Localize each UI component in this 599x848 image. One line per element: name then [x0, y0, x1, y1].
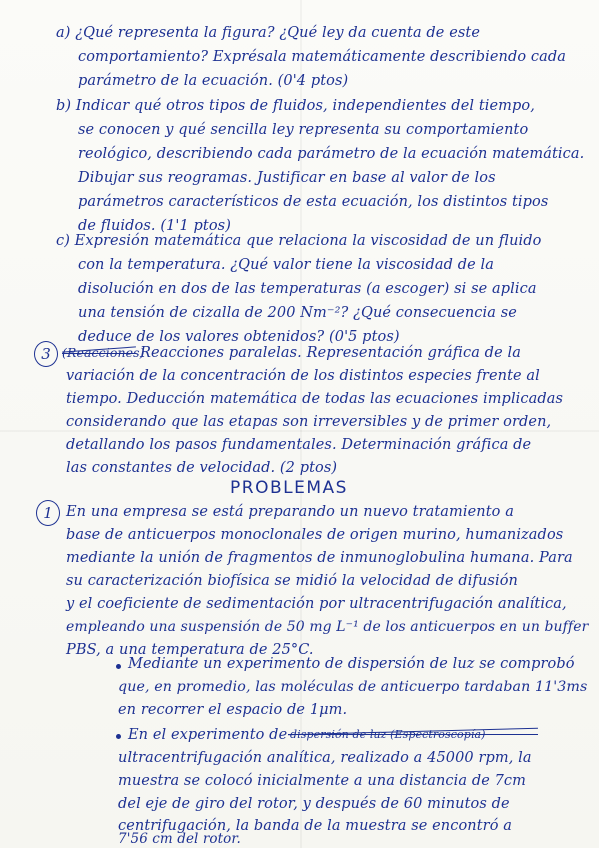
- question-b-line-1: b) Indicar qué otros tipos de fluidos, independientes del tiempo,: [56, 98, 535, 114]
- problem-1-line-7: PBS, a una temperatura de 25°C.: [66, 642, 314, 658]
- question-3-line-3: tiempo. Deducción matemática de todas las ecuaciones implicadas: [66, 391, 564, 407]
- problem-1-line-6: empleando una suspensión de 50 mg L⁻¹ de los anticuerpos en un buffer: [66, 619, 589, 635]
- bullet-2-line-2: ultracentrifugación analítica, realizado a 45000 rpm, la: [118, 750, 532, 766]
- question-c-line-1: c) Expresión matemática que relaciona la viscosidad de un fluido: [56, 233, 542, 249]
- bullet-2-line-1: En el experimento de: [128, 727, 288, 743]
- question-b-line-5: parámetros característicos de esta ecuación, los distintos tipos: [78, 194, 549, 210]
- bullet-2-line-6: 7'56 cm del rotor.: [118, 831, 241, 847]
- bullet-point: [116, 734, 121, 739]
- problem-1-number-circle: 1: [36, 500, 60, 526]
- bullet-point: [116, 664, 121, 669]
- question-3-crossed-word: (Reacciones): [62, 345, 145, 360]
- question-3-line-2: variación de la concentración de los distintos especies frente al: [66, 368, 540, 384]
- bullet-2-line-3: muestra se colocó inicialmente a una distancia de 7cm: [118, 773, 527, 789]
- question-3-number-circle: 3: [34, 341, 58, 367]
- question-c-line-5: deduce de los valores obtenidos? (0'5 ptos): [78, 329, 400, 345]
- problem-1-line-4: su caracterización biofísica se midió la velocidad de difusión: [66, 573, 518, 589]
- bullet-2-crossed-text: dispersión de luz (Espectroscopía): [290, 728, 486, 741]
- question-3-line-4: considerando que las etapas son irreversibles y de primer orden,: [66, 414, 552, 430]
- problems-heading: PROBLEMAS: [230, 478, 348, 498]
- problem-1-line-1: En una empresa se está preparando un nuevo tratamiento a: [66, 504, 514, 520]
- question-b-line-6: de fluidos. (1'1 ptos): [78, 218, 231, 234]
- question-c-line-3: disolución en dos de las temperaturas (a escoger) si se aplica: [78, 281, 537, 297]
- strikethrough-mark: [62, 353, 136, 354]
- question-a-line-1: a) ¿Qué representa la figura? ¿Qué ley da cuenta de este: [56, 25, 481, 41]
- question-a-line-3: parámetro de la ecuación. (0'4 ptos): [78, 73, 349, 89]
- bullet-2-line-4: del eje de giro del rotor, y después de 60 minutos de: [118, 796, 510, 812]
- question-3-line-6: las constantes de velocidad. (2 ptos): [66, 460, 338, 476]
- problem-1-line-5: y el coeficiente de sedimentación por ultracentrifugación analítica,: [66, 596, 567, 612]
- question-a-line-2: comportamiento? Exprésala matemáticamente describiendo cada: [78, 49, 566, 65]
- question-c-line-2: con la temperatura. ¿Qué valor tiene la viscosidad de la: [78, 257, 495, 273]
- bullet-1-line-3: en recorrer el espacio de 1μm.: [118, 702, 348, 718]
- question-c-line-4: una tensión de cizalla de 200 Nm⁻²? ¿Qué consecuencia se: [78, 305, 517, 321]
- question-3-line-1: Reacciones paralelas. Representación gráfica de la: [140, 345, 521, 361]
- bullet-2-line-5: centrifugación, la banda de la muestra se encontró a: [118, 818, 512, 834]
- problem-1-line-2: base de anticuerpos monoclonales de origen murino, humanizados: [66, 527, 564, 543]
- question-b-line-3: reológico, describiendo cada parámetro de la ecuación matemática.: [78, 146, 585, 162]
- question-3-line-5: detallando los pasos fundamentales. Determinación gráfica de: [66, 437, 532, 453]
- question-b-line-2: se conocen y qué sencilla ley representa su comportamiento: [78, 122, 529, 138]
- problem-1-line-3: mediante la unión de fragmentos de inmunoglobulina humana. Para: [66, 550, 573, 566]
- bullet-1-line-2: que, en promedio, las moléculas de anticuerpo tardaban 11'3ms: [118, 679, 588, 695]
- question-b-line-4: Dibujar sus reogramas. Justificar en base al valor de los: [78, 170, 496, 186]
- bullet-1-line-1: Mediante un experimento de dispersión de luz se comprobó: [128, 656, 575, 672]
